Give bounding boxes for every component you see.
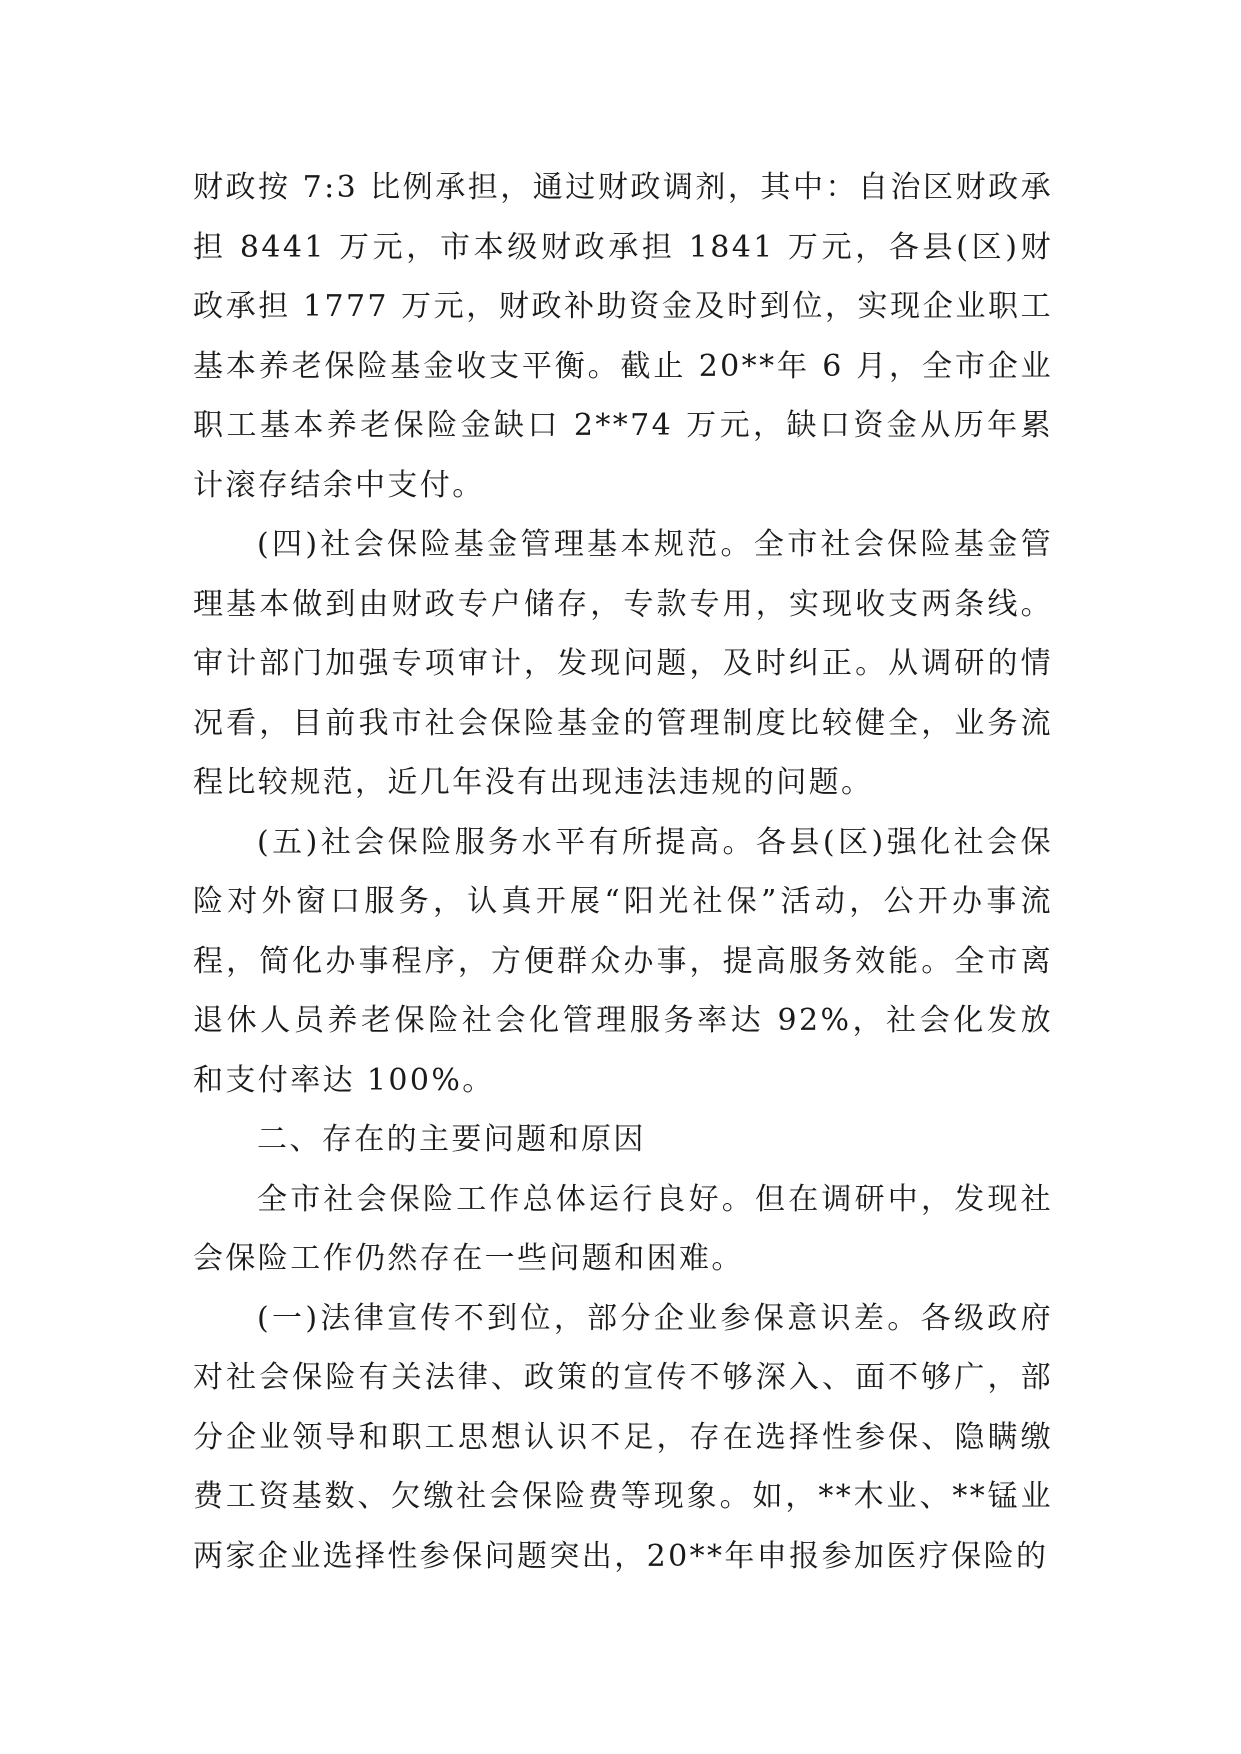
- paragraph-service-level: (五)社会保险服务水平有所提高。各县(区)强化社会保险对外窗口服务，认真开展“阳光社保”活动，公开办事流程，简化办事程序，方便群众办事，提高服务效能。全市离退休人员养老保险社会化管理服务率达 92%，社会化发放和支付率达 100%。: [193, 824, 1053, 1098]
- section-heading-problems: 二、存在的主要问题和原因: [257, 1122, 646, 1157]
- paragraph-fiscal-burden: 财政按 7:3 比例承担，通过财政调剂，其中：自治区财政承担 8441 万元，市本级财政承担 1841 万元，各县(区)财政承担 1777 万元，财政补助资金及时到位，实现企业职工基本养老保险基金收支平衡。截止 20**年 6 月，全市企业职工基本养老保险金缺口 2**74 万元，缺口资金从历年累计滚存结余中支付。: [193, 170, 1053, 503]
- paragraph-legal-publicity: (一)法律宣传不到位，部分企业参保意识差。各级政府对社会保险有关法律、政策的宣传不够深入、面不够广，部分企业领导和职工思想认识不足，存在选择性参保、隐瞒缴费工资基数、欠缴社会保险费等现象。如，**木业、**锰业两家企业选择性参保问题突出，20**年申报参加医疗保险的: [193, 1300, 1053, 1574]
- paragraph-fund-management: (四)社会保险基金管理基本规范。全市社会保险基金管理基本做到由财政专户储存，专款专用，实现收支两条线。审计部门加强专项审计，发现问题，及时纠正。从调研的情况看，目前我市社会保险基金的管理制度比较健全，业务流程比较规范，近几年没有出现违法违规的问题。: [193, 527, 1053, 800]
- paragraph-overview: 全市社会保险工作总体运行良好。但在调研中，发现社会保险工作仍然存在一些问题和困难。: [193, 1181, 1053, 1276]
- document-body: [193, 158, 1053, 1586]
